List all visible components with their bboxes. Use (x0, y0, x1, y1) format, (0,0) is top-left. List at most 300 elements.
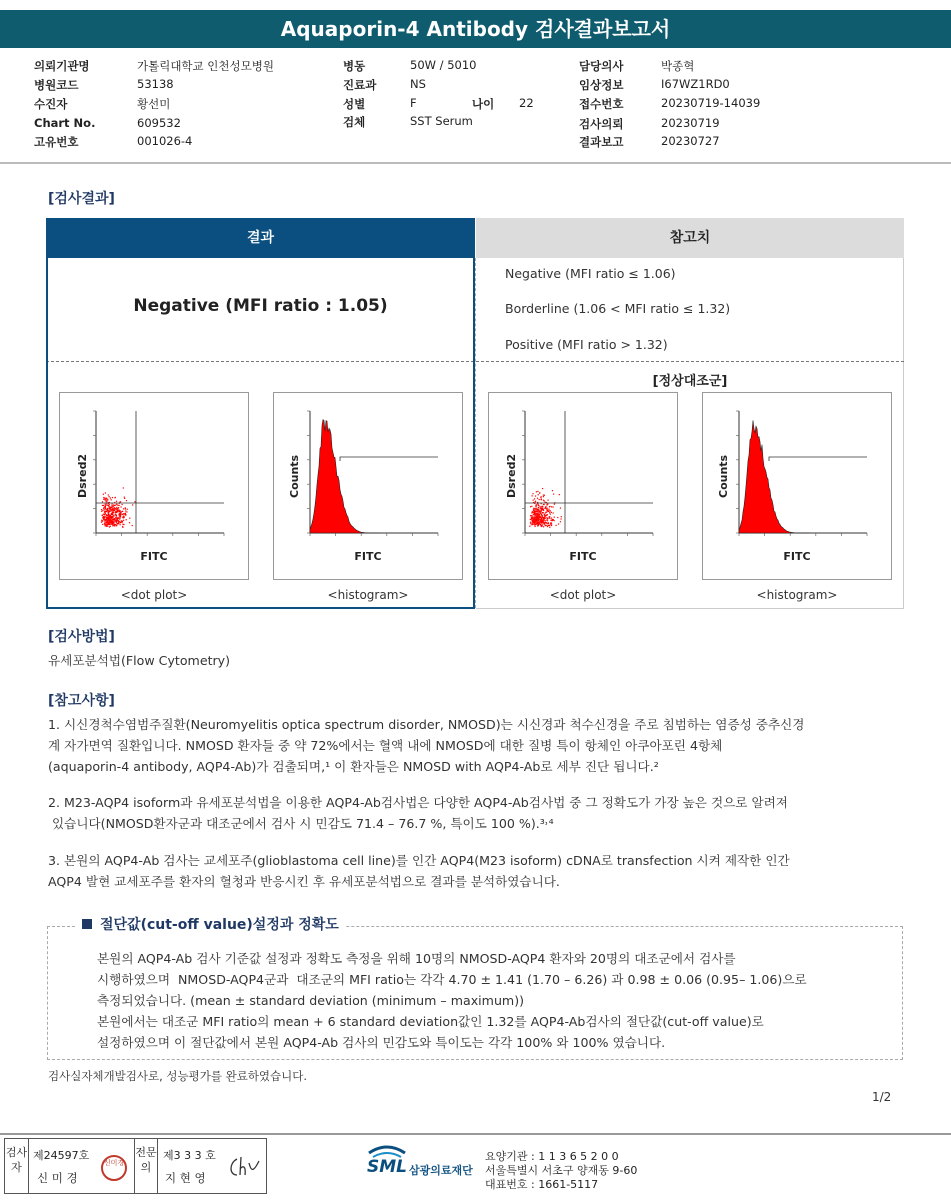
value-specimen: SST Serum (410, 114, 473, 128)
event-dot (560, 507, 561, 508)
event-dot (126, 500, 127, 501)
event-dot (533, 517, 534, 518)
event-dot (115, 514, 116, 515)
event-dot (538, 514, 539, 515)
event-dot (548, 525, 549, 526)
event-dot (122, 511, 123, 512)
event-dot (103, 499, 104, 500)
event-dot (538, 509, 539, 510)
event-dot (544, 522, 545, 523)
inspector-number: 제24597호 (33, 1149, 90, 1162)
event-dot (106, 515, 107, 516)
event-dot (107, 505, 108, 506)
event-dot (109, 518, 110, 519)
event-dot (102, 515, 103, 516)
value-unique-no: 001026-4 (137, 134, 193, 148)
event-dot (549, 527, 550, 528)
note-1-line-1: 1. 시신경척수염범주질환(Neuromyelitis optica spectrum disorder, NMOSD)는 시신경과 척수신경을 주로 침범하는 염증성 중추신경 (48, 717, 805, 732)
event-dot (535, 516, 536, 517)
event-dot (105, 504, 106, 505)
event-dot (124, 497, 125, 498)
event-dot (117, 510, 118, 511)
event-dot (529, 526, 530, 527)
event-dot (556, 525, 557, 526)
event-dot (532, 522, 533, 523)
event-dot (538, 507, 539, 508)
event-dot (554, 504, 555, 505)
event-dot (536, 511, 537, 512)
event-dot (534, 521, 535, 522)
event-dot (107, 499, 108, 500)
event-dot (113, 522, 114, 523)
event-dot (541, 518, 542, 519)
event-dot (134, 501, 135, 502)
event-dot (534, 510, 535, 511)
event-dot (550, 522, 551, 523)
event-dot (546, 512, 547, 513)
event-dot (551, 512, 552, 513)
value-receipt-no: 20230719-14039 (661, 96, 761, 110)
histogram-area (310, 420, 380, 533)
event-dot (132, 504, 133, 505)
control-dot-plot-xlabel: FITC (569, 550, 597, 563)
label-doctor: 담당의사 (579, 59, 624, 73)
event-dot (109, 511, 110, 512)
event-dot (111, 513, 112, 514)
event-dot (110, 517, 111, 518)
event-dot (531, 506, 532, 507)
note-1-line-3: (aquaporin-4 antibody, AQP4-Ab)가 검출되며,¹ 이 환자들은 NMOSD with AQP4-Ab로 세부 진단 됩니다.² (48, 759, 659, 774)
event-dot (111, 516, 112, 517)
event-dot (545, 506, 546, 507)
event-dot (559, 494, 560, 495)
event-dot (548, 516, 549, 517)
event-dot (129, 518, 130, 519)
event-dot (550, 520, 551, 521)
event-dot (120, 513, 121, 514)
event-dot (546, 522, 547, 523)
event-dot (531, 518, 532, 519)
event-dot (102, 501, 103, 502)
event-dot (535, 517, 536, 518)
event-dot (110, 510, 111, 511)
event-dot (542, 515, 543, 516)
event-dot (103, 508, 104, 509)
event-dot (124, 516, 125, 517)
event-dot (114, 505, 115, 506)
logo-text: SML (367, 1157, 407, 1177)
event-dot (536, 491, 537, 492)
event-dot (548, 510, 549, 511)
event-dot (539, 492, 540, 493)
event-dot (543, 518, 544, 519)
event-dot (119, 516, 120, 517)
label-specimen: 검체 (343, 115, 366, 129)
event-dot (535, 521, 536, 522)
event-dot (111, 522, 112, 523)
event-dot (108, 513, 109, 514)
event-dot (530, 515, 531, 516)
inspector-label: 검사자 (5, 1139, 29, 1193)
event-dot (538, 523, 539, 524)
event-dot (123, 487, 124, 488)
event-dot (108, 523, 109, 524)
event-dot (547, 500, 548, 501)
event-dot (118, 520, 119, 521)
method-text: 유세포분석법(Flow Cytometry) (48, 653, 231, 668)
org-address: 서울특별시 서초구 양재동 9-60 (485, 1164, 638, 1177)
event-dot (535, 519, 536, 520)
event-dot (543, 496, 544, 497)
event-dot (540, 508, 541, 509)
cutoff-line-4: 본원에서는 대조군 MFI ratio의 mean + 6 standard deviation값인 1.32를 AQP4-Ab검사의 절단값(cut-off value)로 (97, 1014, 764, 1029)
control-dot-plot-caption: <dot plot> (549, 588, 617, 602)
event-dot (534, 523, 535, 524)
event-dot (104, 498, 105, 499)
event-dot (122, 517, 123, 518)
event-dot (112, 517, 113, 518)
event-dot (539, 517, 540, 518)
event-dot (104, 514, 105, 515)
reference-negative: Negative (MFI ratio ≤ 1.06) (505, 266, 676, 281)
event-dot (122, 504, 123, 505)
event-dot (552, 520, 553, 521)
event-dot (116, 525, 117, 526)
event-dot (534, 526, 535, 527)
page-number: 1/2 (872, 1090, 892, 1104)
event-dot (111, 503, 112, 504)
event-dot (105, 492, 106, 493)
event-dot (116, 501, 117, 502)
event-dot (547, 526, 548, 527)
event-dot (111, 518, 112, 519)
event-dot (544, 513, 545, 514)
event-dot (108, 515, 109, 516)
event-dot (116, 517, 117, 518)
value-chart-no: 609532 (137, 116, 181, 130)
event-dot (544, 500, 545, 501)
event-dot (118, 521, 119, 522)
event-dot (533, 509, 534, 510)
event-dot (116, 522, 117, 523)
event-dot (541, 506, 542, 507)
note-item-1 (48, 714, 804, 777)
footer-divider (0, 1133, 951, 1135)
event-dot (118, 514, 119, 515)
event-dot (543, 526, 544, 527)
event-dot (104, 509, 105, 510)
event-dot (546, 515, 547, 516)
event-dot (543, 510, 544, 511)
event-dot (104, 520, 105, 521)
value-sex: F (410, 96, 417, 110)
event-dot (109, 496, 110, 497)
patient-histogram (273, 392, 463, 580)
event-dot (547, 510, 548, 511)
event-dot (109, 524, 110, 525)
inspector-name: 신 미 경 (37, 1171, 78, 1185)
event-dot (119, 524, 120, 525)
cutoff-line-5: 설정하였으며 이 절단값에서 본원 AQP4-Ab 검사의 민감도와 특이도는 각각 100% 와 100% 였습니다. (97, 1035, 666, 1050)
event-dot (116, 507, 117, 508)
event-dot (103, 517, 104, 518)
event-dot (106, 524, 107, 525)
event-dot (118, 523, 119, 524)
event-dot (103, 516, 104, 517)
event-dot (104, 518, 105, 519)
event-dot (542, 512, 543, 513)
event-dot (109, 526, 110, 527)
event-dot (122, 527, 123, 528)
histogram-xlabel: FITC (354, 550, 382, 563)
event-dot (532, 518, 533, 519)
event-dot (551, 518, 552, 519)
event-dot (101, 509, 102, 510)
event-dot (545, 520, 546, 521)
label-ward: 병동 (343, 59, 366, 73)
event-dot (534, 509, 535, 510)
event-dot (105, 519, 106, 520)
event-dot (101, 511, 102, 512)
event-dot (125, 507, 126, 508)
reference-positive: Positive (MFI ratio > 1.32) (505, 337, 668, 352)
event-dot (552, 490, 553, 491)
event-dot (538, 505, 539, 506)
event-dot (551, 525, 552, 526)
label-patient: 수진자 (34, 97, 68, 111)
event-dot (108, 520, 109, 521)
note-2-line-2: 있습니다(NMOSD환자군과 대조군에서 검사 시 민감도 71.4 – 76.7 %, 특이도 100 %).³˒⁴ (48, 816, 554, 831)
event-dot (114, 525, 115, 526)
org-name: 삼광의료재단 (409, 1164, 473, 1177)
event-dot (538, 518, 539, 519)
histogram-ylabel: Counts (288, 454, 301, 498)
event-dot (542, 506, 543, 507)
event-dot (112, 497, 113, 498)
event-dot (114, 497, 115, 498)
positive-gate-marker (340, 457, 438, 461)
event-dot (539, 499, 540, 500)
event-dot (116, 504, 117, 505)
label-hospital-code: 병원코드 (34, 78, 79, 92)
event-dot (560, 521, 561, 522)
event-dot (106, 509, 107, 510)
value-request-date: 20230719 (661, 116, 720, 130)
event-dot (543, 509, 544, 510)
event-dot (125, 508, 126, 509)
event-dot (105, 507, 106, 508)
event-dot (534, 515, 535, 516)
event-dot (120, 522, 121, 523)
normal-control-title: [정상대조군] (652, 374, 728, 389)
note-3-line-1: 3. 본원의 AQP4-Ab 검사는 교세포주(glioblastoma cell line)를 인간 AQP4(M23 isoform) cDNA로 transfection 시켜 제작한 인간 (48, 853, 790, 868)
event-dot (111, 524, 112, 525)
event-dot (126, 511, 127, 512)
event-dot (129, 522, 130, 523)
event-dot (549, 506, 550, 507)
square-bullet-icon (82, 919, 92, 929)
specialist-name: 지 현 영 (165, 1171, 206, 1185)
label-department: 진료과 (343, 78, 377, 92)
event-dot (111, 509, 112, 510)
event-dot (533, 500, 534, 501)
label-clinical-info: 임상정보 (579, 78, 624, 92)
event-dot (550, 514, 551, 515)
note-item-3 (48, 850, 790, 892)
event-dot (530, 523, 531, 524)
inspector-seal-icon: 신미경 (101, 1155, 127, 1181)
cutoff-title-text: 절단값(cut-off value)설정과 정확도 (100, 917, 339, 933)
control-histogram (702, 392, 892, 580)
event-dot (541, 509, 542, 510)
event-dot (530, 522, 531, 523)
event-dot (132, 525, 133, 526)
event-dot (535, 506, 536, 507)
event-dot (125, 514, 126, 515)
event-dot (549, 512, 550, 513)
event-dot (115, 517, 116, 518)
event-dot (111, 499, 112, 500)
event-dot (113, 506, 114, 507)
event-dot (108, 494, 109, 495)
event-dot (537, 517, 538, 518)
event-dot (113, 508, 114, 509)
event-dot (125, 510, 126, 511)
event-dot (558, 523, 559, 524)
event-dot (540, 519, 541, 520)
event-dot (541, 514, 542, 515)
event-dot (554, 517, 555, 518)
cutoff-line-1: 본원의 AQP4-Ab 검사 기준값 설정과 정확도 측정을 위해 10명의 NMOSD-AQP4 환자와 20명의 대조군에서 검사를 (97, 951, 736, 966)
event-dot (122, 524, 123, 525)
cutoff-title (76, 914, 345, 934)
event-dot (121, 514, 122, 515)
event-dot (102, 505, 103, 506)
event-dot (115, 524, 116, 525)
event-dot (549, 518, 550, 519)
event-dot (119, 511, 120, 512)
event-dot (538, 494, 539, 495)
event-dot (102, 520, 103, 521)
event-dot (535, 501, 536, 502)
event-dot (548, 522, 549, 523)
dot-plot-ylabel: Dsred2 (76, 453, 89, 498)
event-dot (105, 505, 106, 506)
event-dot (112, 508, 113, 509)
event-dot (539, 510, 540, 511)
event-dot (114, 509, 115, 510)
event-dot (116, 512, 117, 513)
event-dot (111, 507, 112, 508)
event-dot (531, 524, 532, 525)
event-dot (532, 493, 533, 494)
event-dot (103, 494, 104, 495)
report-title: Aquaporin-4 Antibody 검사결과보고서 (0, 10, 951, 48)
org-phone: 대표번호 : 1661-5117 (485, 1178, 599, 1191)
event-dot (117, 508, 118, 509)
event-dot (113, 519, 114, 520)
event-dot (541, 496, 542, 497)
result-column-header: 결과 (46, 218, 475, 258)
event-dot (124, 498, 125, 499)
event-dot (108, 522, 109, 523)
event-dot (107, 517, 108, 518)
event-dot (109, 504, 110, 505)
event-dot (119, 521, 120, 522)
event-dot (110, 509, 111, 510)
event-dot (113, 515, 114, 516)
event-dot (543, 512, 544, 513)
reference-borderline: Borderline (1.06 < MFI ratio ≤ 1.32) (505, 301, 731, 316)
event-dot (536, 509, 537, 510)
control-histogram-caption: <histogram> (756, 588, 838, 602)
note-1-line-2: 계 자가면역 질환입니다. NMOSD 환자들 중 약 72%에서는 혈액 내에 NMOSD에 대한 질병 특이 항체인 아쿠아포린 4항체 (48, 738, 723, 753)
notes-section-title: [참고사항] (48, 693, 115, 709)
label-request-date: 검사의뢰 (579, 117, 624, 131)
patient-histogram-caption: <histogram> (327, 588, 409, 602)
event-dot (126, 519, 127, 520)
event-dot (106, 501, 107, 502)
event-dot (123, 524, 124, 525)
event-dot (541, 524, 542, 525)
event-dot (121, 522, 122, 523)
event-dot (105, 520, 106, 521)
value-requesting-institution: 가톨릭대학교 인천성모병원 (137, 59, 274, 73)
label-sex: 성별 (343, 97, 366, 111)
event-dot (110, 519, 111, 520)
value-clinical-info: I67WZ1RD0 (661, 77, 730, 91)
event-dot (118, 509, 119, 510)
event-dot (112, 522, 113, 523)
event-dot (533, 520, 534, 521)
value-ward: 50W / 5010 (410, 58, 477, 72)
event-dot (102, 510, 103, 511)
event-dot (105, 525, 106, 526)
event-dot (553, 494, 554, 495)
event-dot (543, 495, 544, 496)
event-dot (544, 504, 545, 505)
org-logo (365, 1143, 473, 1187)
event-dot (107, 525, 108, 526)
event-dot (116, 520, 117, 521)
event-dot (541, 499, 542, 500)
results-section-title: [검사결과] (48, 191, 115, 207)
event-dot (537, 491, 538, 492)
event-dot (532, 511, 533, 512)
event-dot (550, 510, 551, 511)
event-dot (109, 516, 110, 517)
event-dot (119, 518, 120, 519)
event-dot (117, 518, 118, 519)
event-dot (547, 518, 548, 519)
event-dot (536, 523, 537, 524)
note-2-line-1: 2. M23-AQP4 isoform과 유세포분석법을 이용한 AQP4-Ab검사법은 다양한 AQP4-Ab검사법 중 그 정확도가 가장 높은 것으로 알려져 (48, 795, 788, 810)
event-dot (105, 506, 106, 507)
event-dot (107, 521, 108, 522)
event-dot (552, 506, 553, 507)
patient-info-header (0, 56, 951, 164)
event-dot (544, 508, 545, 509)
result-value: Negative (MFI ratio : 1.05) (133, 296, 388, 316)
value-patient: 황선미 (137, 97, 171, 111)
event-dot (548, 509, 549, 510)
event-dot (541, 522, 542, 523)
event-dot (116, 523, 117, 524)
cutoff-line-3: 측정되었습니다. (mean ± standard deviation (minimum – maximum)) (97, 993, 525, 1008)
signature-box (4, 1138, 267, 1194)
event-dot (112, 525, 113, 526)
panel-divider (475, 258, 476, 608)
